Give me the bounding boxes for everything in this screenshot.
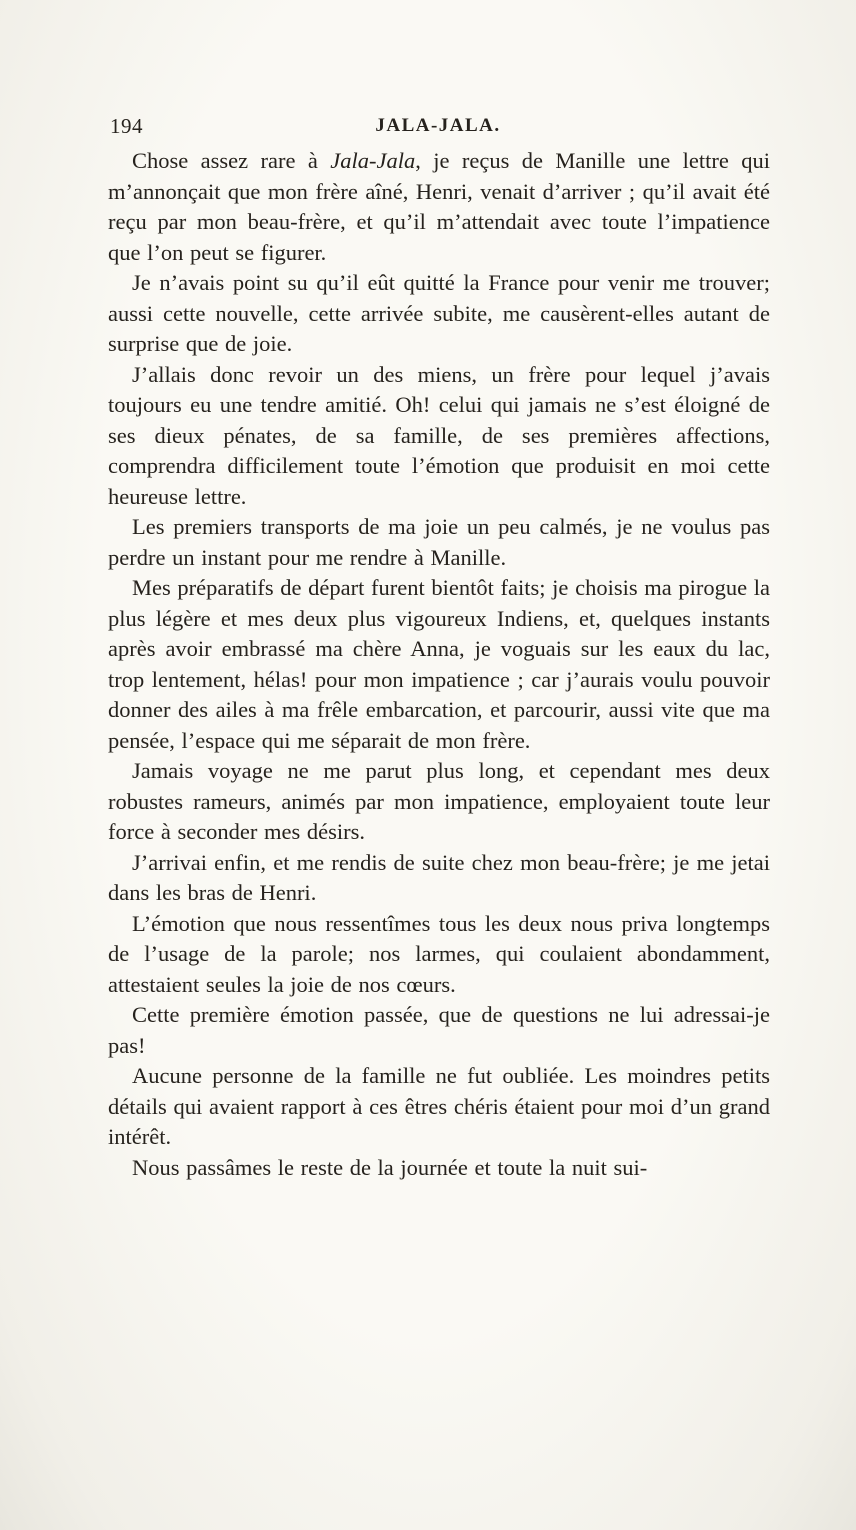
paragraph [108, 1061, 770, 1153]
body-text-segment: Aucune personne de la famille ne fut oubliée. Les moindres petits détails qui avaient rapport à ces êtres chéris étaient pour moi d’un grand intérêt. [108, 1063, 770, 1149]
paragraph [108, 1000, 770, 1061]
body-text-segment: Jamais voyage ne me parut plus long, et cependant mes deux robustes rameurs, animés par mon impatience, employaient toute leur force à seconder mes désirs. [108, 758, 770, 844]
body-text-segment: J’arrivai enfin, et me rendis de suite chez mon beau-frère; je me jetai dans les bras de Henri. [108, 849, 770, 905]
body-text-segment: J’allais donc revoir un des miens, un frère pour lequel j’avais toujours eu une tendre amitié. Oh! celui qui jamais ne s’est éloigné de ses dieux pénates, de sa famille, de ses premières affections, comprendra difficilement toute l’émotion que produisit en moi cette heureuse lettre. [108, 361, 770, 509]
paragraph [108, 756, 770, 848]
italic-text: Jala-Jala [330, 148, 416, 173]
body-text-segment: Je n’avais point su qu’il eût quitté la France pour venir me trouver; aussi cette nouvelle, cette arrivée subite, me causèrent-elles autant de surprise que de joie. [108, 270, 770, 356]
body-text-segment: Les premiers transports de ma joie un peu calmés, je ne voulus pas perdre un instant pour me rendre à Manille. [108, 514, 770, 570]
body-text-segment: , je reçus de Manille une lettre qui m’annonçait que mon frère aîné, Henri, venait d’arriver ; qu’il avait été reçu par mon beau-frère, et qu’il m’attendait avec toute l’impatience que l’on peut se figurer. [108, 148, 770, 265]
paragraph [108, 1153, 770, 1184]
page-header [108, 112, 768, 142]
body-text-segment: Chose assez rare à [132, 148, 331, 173]
page-number: 194 [110, 114, 143, 138]
paragraph [108, 848, 770, 909]
page-body [108, 146, 770, 1183]
body-text-segment: L’émotion que nous ressentîmes tous les deux nous priva longtemps de l’usage de la parole; nos larmes, qui coulaient abondamment, attestaient seules la joie de nos cœurs. [108, 910, 770, 997]
body-text-segment: Mes préparatifs de départ furent bientôt faits; je choisis ma pirogue la plus légère et mes deux plus vigoureux Indiens, et, quelques instants après avoir embrassé ma chère Anna, je voguais sur les eaux du lac, trop lentement, hélas! pour mon impatience ; car j’aurais voulu pouvoir donner des ailes à ma frêle embarcation, et parcourir, aussi vite que ma pensée, l’espace qui me séparait de mon frère. [108, 575, 770, 753]
running-title: JALA-JALA. [375, 115, 501, 136]
body-text-segment: Cette première émotion passée, que de questions ne lui adressai-je pas! [108, 1002, 770, 1058]
paragraph [108, 360, 770, 513]
paragraph [108, 909, 770, 1001]
paragraph [108, 573, 770, 756]
paragraph [108, 512, 770, 573]
paragraph [108, 146, 770, 268]
paragraph [108, 268, 770, 360]
body-text-segment: Nous passâmes le reste de la journée et toute la nuit sui- [132, 1154, 648, 1180]
